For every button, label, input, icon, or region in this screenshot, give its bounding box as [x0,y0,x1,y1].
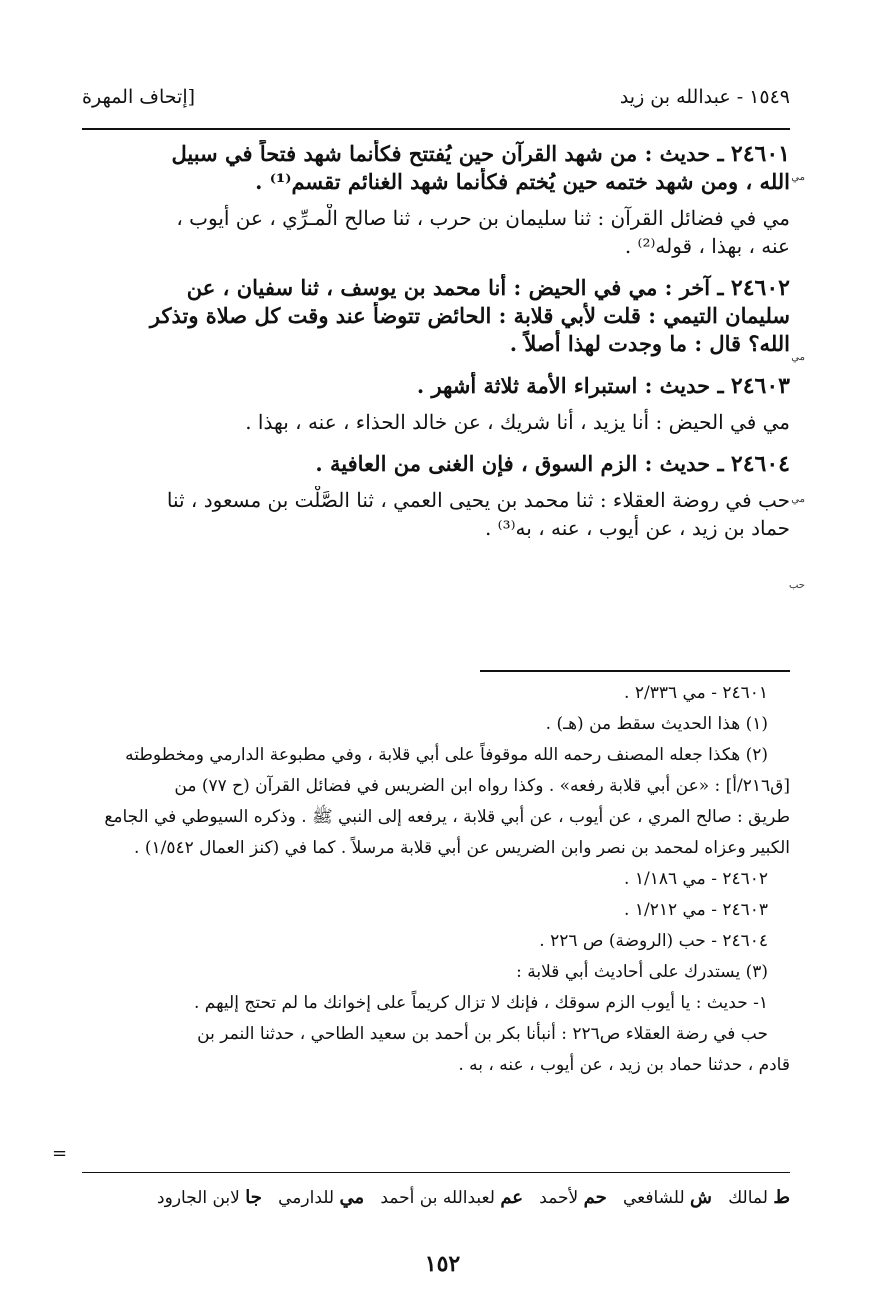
entry-number: ٢٤٦٠٢ [730,275,790,301]
footnote-line: قادم ، حدثنا حماد بن زيد ، عن أيوب ، عنه ، به . [458,1055,790,1075]
running-header-book-title: [إتحاف المهرة [82,86,196,108]
page-number: ١٥٢ [424,1251,461,1277]
entry-text: الله ، ومن شهد ختمه حين يُختم فكأنما شهد الغنائم تقسم⁽¹⁾ . [255,169,790,194]
footnote-line: (٣) يستدرك على أحاديث أبي قلابة : [516,962,768,982]
footnote-line: ٢٤٦٠٤ - حب (الروضة) ص ٢٢٦ . [539,931,768,951]
marginal-siglum: حب [788,580,805,591]
entry-text: مي في الحيض : أنا محمد بن يوسف ، ثنا سفيان ، عن [186,275,658,300]
legend-text: للشافعي [622,1188,685,1208]
entry-source: مي في فضائل القرآن : ثنا سليمان بن حرب ، ثنا صالح الْمـرِّي ، عن أيوب ، [176,206,790,230]
entry-heading [80,140,790,168]
running-header-chapter: ١٥٤٩ - عبدالله بن زيد [619,86,790,108]
legend-code: مي [339,1187,365,1208]
entry-text: الله؟ قال : ما وجدت لهذا أصلاً . [509,331,790,356]
header-rule [82,128,790,130]
footnote-line: (١) هذا الحديث سقط من (هـ) . [545,714,768,734]
legend-text: لابن الجارود [157,1188,240,1208]
entry-text: استبراء الأمة ثلاثة أشهر . [416,373,638,398]
marginal-siglum: مي [791,494,805,505]
footnote-line: الكبير وعزاه لمحمد بن نصر وابن الضريس عن أبي قلابة مرسلاً . كما في (كنز العمال ١/٥٤٢) . [134,838,790,858]
marginal-siglum: مي [791,172,805,183]
hadith-entry [80,450,790,542]
legend-rule [82,1172,790,1173]
abbreviation-legend [82,1187,790,1208]
footnote-line: ٢٤٦٠٣ - مي ١/٢١٢ . [624,900,768,920]
legend-code: عم [500,1187,524,1208]
continuation-mark: = [52,1143,68,1164]
entry-source: حماد بن زيد ، عن أيوب ، عنه ، به⁽³⁾ . [484,516,790,540]
legend-code: حم [583,1187,607,1208]
main-text [80,140,790,542]
entry-heading [80,450,790,478]
hadith-entry [80,140,790,260]
legend-text: لعبدالله بن أحمد [380,1188,495,1208]
entry-label: ـ حديث : [644,373,724,398]
entry-number: ٢٤٦٠٣ [730,373,790,399]
footnote-line: ١- حديث : يا أيوب الزم سوقك ، فإنك لا تزال كريماً على إخوانك ما لم تحتج إليهم . [193,993,768,1013]
entry-label: ـ حديث : [644,451,724,476]
entry-text: سليمان التيمي : قلت لأبي قلابة : الحائض تتوضأ عند وقت كل صلاة وتذكر [149,303,790,328]
entry-source: عنه ، بهذا ، قوله⁽²⁾ . [624,234,790,258]
footnote-line: ٢٤٦٠١ - مي ٢/٣٣٦ . [624,683,768,703]
legend-code: ش [690,1187,713,1208]
legend-code: ط [773,1187,790,1208]
entry-label: ـ حديث : [644,141,724,166]
entry-source: مي في الحيض : أنا يزيد ، أنا شريك ، عن خالد الحذاء ، عنه ، بهذا . [245,410,790,434]
hadith-entry [80,274,790,358]
hadith-entry [80,372,790,436]
entry-text: من شهد القرآن حين يُفتتح فكأنما شهد فتحاً في سبيل [171,141,638,166]
marginal-siglum: مي [791,352,805,363]
legend-text: للدارمي [278,1188,335,1208]
legend-code: جا [245,1187,262,1208]
footnote-line: طريق : صالح المري ، عن أيوب ، عن أبي قلابة ، يرفعه إلى النبي ﷺ . وذكره السيوطي في الجامع [104,807,790,827]
legend-text: لأحمد [539,1188,579,1208]
entry-source: حب في روضة العقلاء : ثنا محمد بن يحيى العمي ، ثنا الصَّلْت بن مسعود ، ثنا [166,488,790,512]
entry-heading [80,372,790,400]
entry-number: ٢٤٦٠٤ [730,451,790,477]
footnote-line: ٢٤٦٠٢ - مي ١/١٨٦ . [624,869,768,889]
entry-text: الزم السوق ، فإن الغنى من العافية . [315,451,638,476]
footnote-line: [ق٢١٦/أ] : «عن أبي قلابة رفعه» . وكذا رواه ابن الضريس في فضائل القرآن (ح ٧٧) من [174,776,790,796]
entry-heading [80,274,790,302]
entry-number: ٢٤٦٠١ [730,141,790,167]
entry-label: ـ آخر : [664,275,724,300]
footnotes [82,678,790,1081]
footnote-separator [480,670,790,672]
legend-text: لمالك [728,1188,768,1208]
footnote-line: حب في رضة العقلاء ص٢٢٦ : أنبأنا بكر بن أحمد بن سعيد الطاحي ، حدثنا النمر بن [197,1024,768,1044]
footnote-line: (٢) هكذا جعله المصنف رحمه الله موقوفاً على أبي قلابة ، وفي مطبوعة الدارمي ومخطوطته [125,745,768,765]
